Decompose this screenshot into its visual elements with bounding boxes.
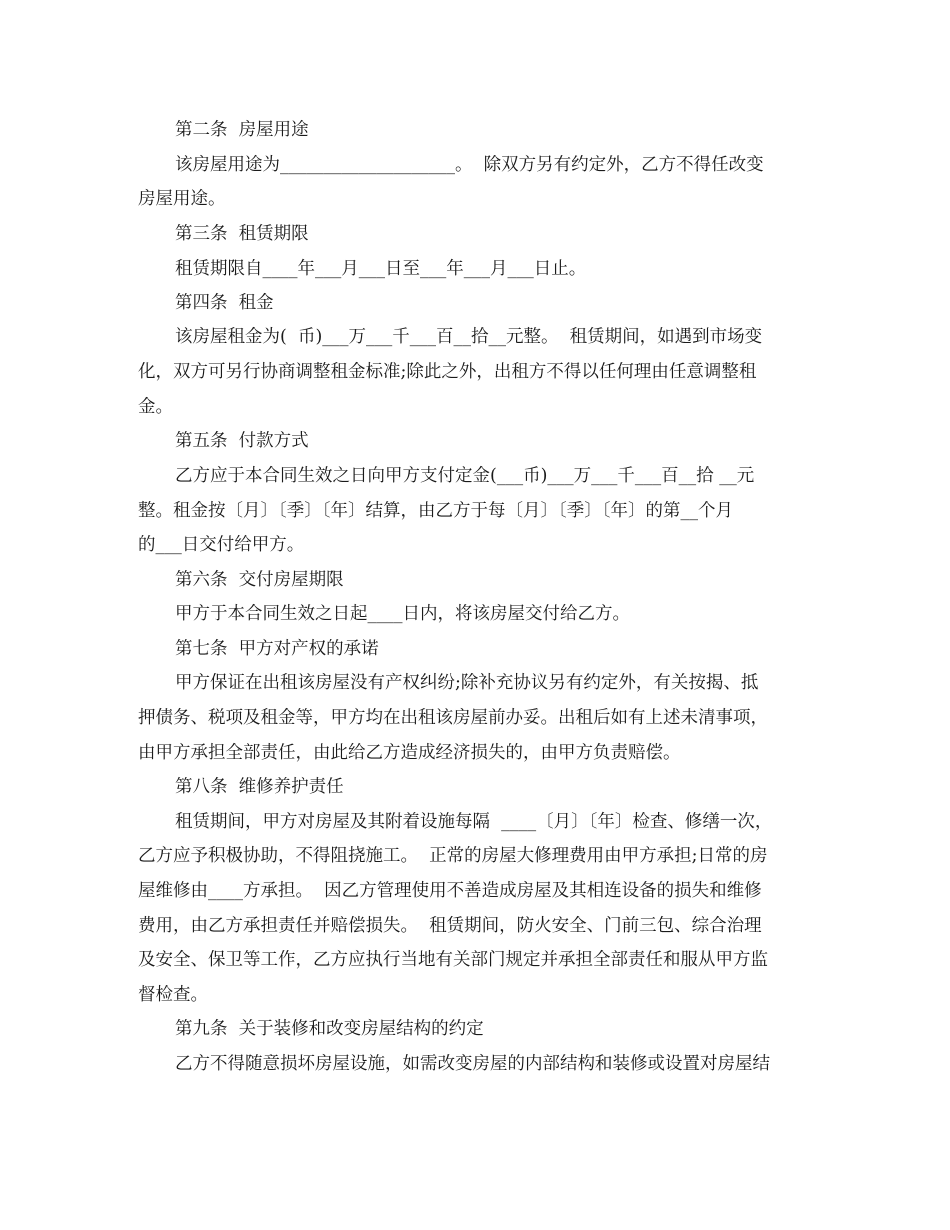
- article-5-text-line: 乙方应于本合同生效之日向甲方支付定金(___币)___万___千___百__拾 __元: [175, 466, 755, 486]
- article-4-heading: 第四条 租金: [175, 293, 274, 313]
- article-7-heading: 第七条 甲方对产权的承诺: [175, 639, 379, 659]
- article-2-text-line: 房屋用途。: [138, 189, 226, 209]
- article-8-text-line: 费用，由乙方承担责任并赔偿损失。 租赁期间，防火安全、门前三包、综合治理: [138, 916, 762, 936]
- article-8-text-line: 督检查。: [138, 985, 208, 1005]
- article-8-text-line: 乙方应予积极协助，不得阻挠施工。 正常的房屋大修理费用由甲方承担;日常的房: [138, 846, 768, 866]
- article-8-text-line: 屋维修由____方承担。 因乙方管理使用不善造成房屋及其相连设备的损失和维修: [138, 881, 762, 901]
- article-5-text-line: 整。租金按〔月〕〔季〕〔年〕结算，由乙方于每〔月〕〔季〕〔年〕的第__个月: [138, 501, 733, 521]
- article-3-text-line: 租赁期限自____年___月___日至___年___月___日止。: [175, 259, 587, 279]
- article-8-text-line: 租赁期间，甲方对房屋及其附着设施每隔 ____〔月〕〔年〕检查、修缮一次，: [175, 812, 773, 832]
- article-5-heading: 第五条 付款方式: [175, 431, 309, 451]
- article-7-text-line: 由甲方承担全部责任，由此给乙方造成经济损失的，由甲方负责赔偿。: [138, 743, 681, 763]
- article-7-text-line: 甲方保证在出租该房屋没有产权纠纷;除补充协议另有约定外，有关按揭、抵: [175, 673, 759, 693]
- article-3-heading: 第三条 租赁期限: [175, 224, 309, 244]
- article-2-heading: 第二条 房屋用途: [175, 120, 309, 140]
- article-5-text-line: 的___日交付给甲方。: [138, 535, 305, 555]
- article-6-text-line: 甲方于本合同生效之日起____日内，将该房屋交付给乙方。: [175, 604, 630, 624]
- article-8-text-line: 及安全、保卫等工作，乙方应执行当地有关部门规定并承担全部责任和服从甲方监: [138, 950, 768, 970]
- article-7-text-line: 押债务、税项及租金等，甲方均在出租该房屋前办妥。出租后如有上述未清事项，: [138, 708, 768, 728]
- article-9-heading: 第九条 关于装修和改变房屋结构的约定: [175, 1019, 484, 1039]
- article-8-heading: 第八条 维修养护责任: [175, 777, 344, 797]
- article-2-text-line: 该房屋用途为____________________。 除双方另有约定外，乙方不得任改变: [175, 155, 764, 175]
- article-4-text-line: 金。: [138, 397, 173, 417]
- article-9-text-line: 乙方不得随意损坏房屋设施，如需改变房屋的内部结构和装修或设置对房屋结: [175, 1054, 770, 1074]
- article-4-text-line: 化，双方可另行协商调整租金标准;除此之外，出租方不得以任何理由任意调整租: [138, 362, 757, 382]
- article-4-text-line: 该房屋租金为( 币)___万___千___百__拾__元整。 租赁期间，如遇到市场变: [175, 327, 763, 347]
- article-6-heading: 第六条 交付房屋期限: [175, 570, 344, 590]
